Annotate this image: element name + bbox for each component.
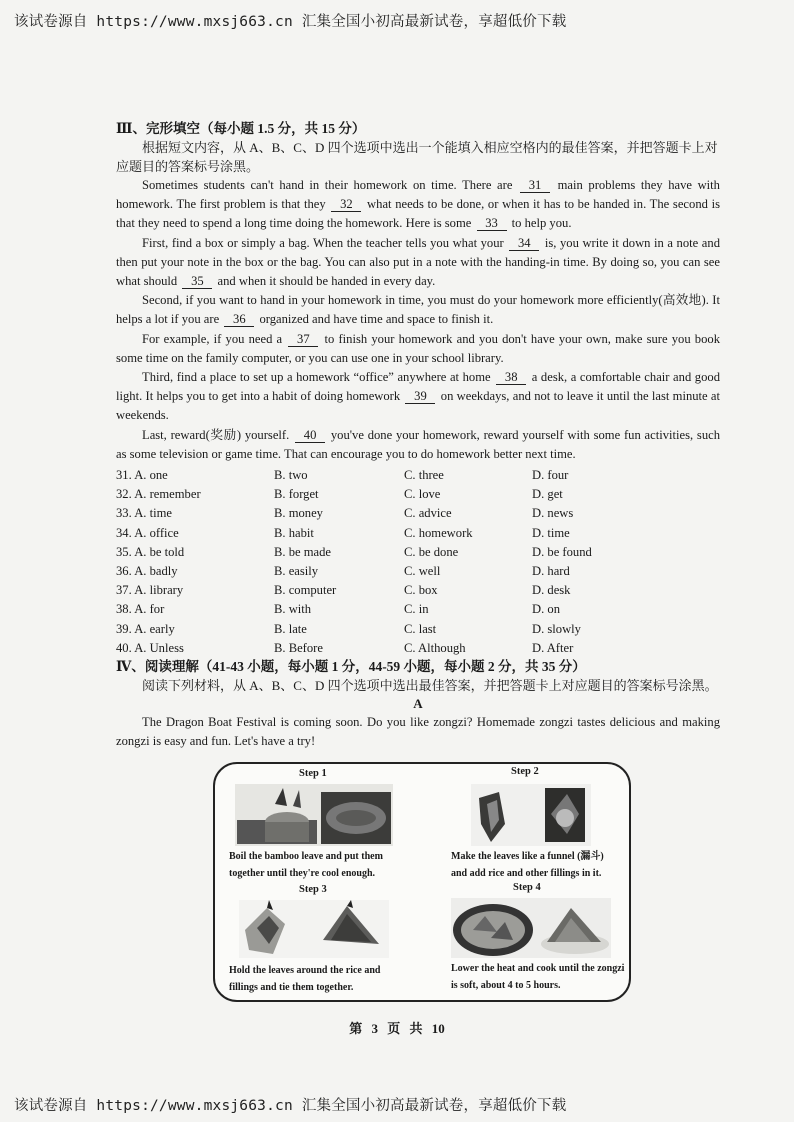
exam-page bbox=[116, 120, 720, 751]
cloze-instruction: 根据短文内容，从 A、B、C、D 四个选项中选出一个能填入相应空格内的最佳答案，并把答题卡上对应题目的答案标号涂黑。 bbox=[116, 140, 718, 174]
passage-label: A bbox=[413, 696, 423, 712]
cloze-section-title: Ⅲ、完形填空（每小题 1.5 分，共 15 分） bbox=[116, 121, 366, 136]
blank-31: 31 bbox=[520, 178, 550, 193]
option-row-40: 40. A. Unless B. Before C. Although D. After bbox=[116, 640, 574, 655]
step-1-photo bbox=[235, 784, 393, 846]
blank-36: 36 bbox=[224, 312, 254, 327]
cloze-paragraph-2: First, find a box or simply a bag. When the teacher tells you what your 34 is, you write it down in a note and then put your note in the box or the bag. You can also put in a note with the handing-in time. By doing so, you can see what should 35 and when it should be handed in every day. bbox=[116, 235, 720, 289]
option-row-32: 32. A. remember B. forget C. love D. get bbox=[116, 487, 563, 502]
step-3-caption: Hold the leaves around the rice and fillings and tie them together. bbox=[229, 965, 381, 993]
cloze-paragraph-1: Sometimes students can't hand in their homework on time. There are 31 main problems they have with homework. The first problem is that they 32 what needs to be done, or when it has to be handed in. The second is that they need to spend a long time doing the homework. Here is some 33 to help you. bbox=[116, 178, 720, 231]
cloze-options bbox=[116, 466, 720, 658]
source-banner-bottom: 该试卷源自 https://www.mxsj663.cn 汇集全国小初高最新试卷，享超低价下载 bbox=[14, 1098, 567, 1114]
page-number: 第 3 页 共 10 bbox=[349, 1021, 445, 1036]
step-2-photo bbox=[471, 784, 591, 846]
blank-39: 39 bbox=[405, 389, 435, 404]
cloze-paragraph-6: Last, reward(奖励) yourself. 40 you've done your homework, reward yourself with some fun activities, such as some television or game time. That can encourage you to do homework better next time. bbox=[116, 427, 721, 461]
step-4-photo bbox=[451, 898, 611, 958]
option-row-34: 34. A. office B. habit C. homework D. time bbox=[116, 525, 570, 540]
step-1-caption: Boil the bamboo leave and put them together until they're cool enough. bbox=[229, 851, 383, 879]
step-2-title: Step 2 bbox=[511, 766, 539, 777]
blank-37: 37 bbox=[288, 332, 318, 347]
cloze-paragraph-4: For example, if you need a 37 to finish your homework and you don't have your own, make sure you book some time on the family computer, or you can use one in your school library. bbox=[116, 331, 720, 365]
option-row-38: 38. A. for B. with C. in D. on bbox=[116, 602, 560, 617]
step-4-title: Step 4 bbox=[513, 882, 541, 893]
option-row-36: 36. A. badly B. easily C. well D. hard bbox=[116, 564, 570, 579]
step-2-caption: Make the leaves like a funnel (漏斗) and add rice and other fillings in it. bbox=[451, 851, 604, 879]
option-row-39: 39. A. early B. late C. last D. slowly bbox=[116, 621, 581, 636]
blank-38: 38 bbox=[496, 370, 526, 385]
step-3-photo bbox=[239, 900, 389, 958]
cloze-paragraph-5: Third, find a place to set up a homework “office” anywhere at home 38 a desk, a comfortable chair and good light. It helps you to get into a habit of doing homework 39 on weekdays, and not to leave it until the last minute at weekends. bbox=[116, 370, 721, 423]
option-row-35: 35. A. be told B. be made C. be done D. be found bbox=[116, 544, 592, 559]
option-row-31: 31. A. one B. two C. three D. four bbox=[116, 468, 569, 483]
reading-instruction: 阅读下列材料，从 A、B、C、D 四个选项中选出最佳答案，并把答题卡上对应题目的答案标号涂黑。 bbox=[142, 678, 718, 694]
blank-34: 34 bbox=[509, 236, 539, 251]
blank-32: 32 bbox=[331, 197, 361, 212]
step-4-caption: Lower the heat and cook until the zongzi is soft, about 4 to 5 hours. bbox=[451, 963, 625, 991]
zongzi-steps-frame bbox=[213, 762, 631, 1002]
passage-intro: The Dragon Boat Festival is coming soon. Do you like zongzi? Homemade zongzi tastes delicious and making zongzi is easy and fun. Let's have a try! bbox=[116, 715, 720, 749]
step-1-title: Step 1 bbox=[299, 768, 327, 779]
step-3-title: Step 3 bbox=[299, 884, 327, 895]
option-row-37: 37. A. library B. computer C. box D. desk bbox=[116, 583, 571, 598]
cloze-paragraph-3: Second, if you want to hand in your homework in time, you must do your homework more efficiently(高效地). It helps a lot if you are 36 organized and have time and space to finish it. bbox=[116, 293, 720, 327]
blank-33: 33 bbox=[477, 216, 507, 231]
blank-35: 35 bbox=[182, 274, 212, 289]
option-row-33: 33. A. time B. money C. advice D. news bbox=[116, 506, 574, 521]
source-banner-top: 该试卷源自 https://www.mxsj663.cn 汇集全国小初高最新试卷，享超低价下载 bbox=[14, 14, 567, 30]
blank-40: 40 bbox=[295, 428, 325, 443]
reading-section-title: Ⅳ、阅读理解（41-43 小题，每小题 1 分，44-59 小题，每小题 2 分，共 35 分） bbox=[116, 659, 586, 675]
